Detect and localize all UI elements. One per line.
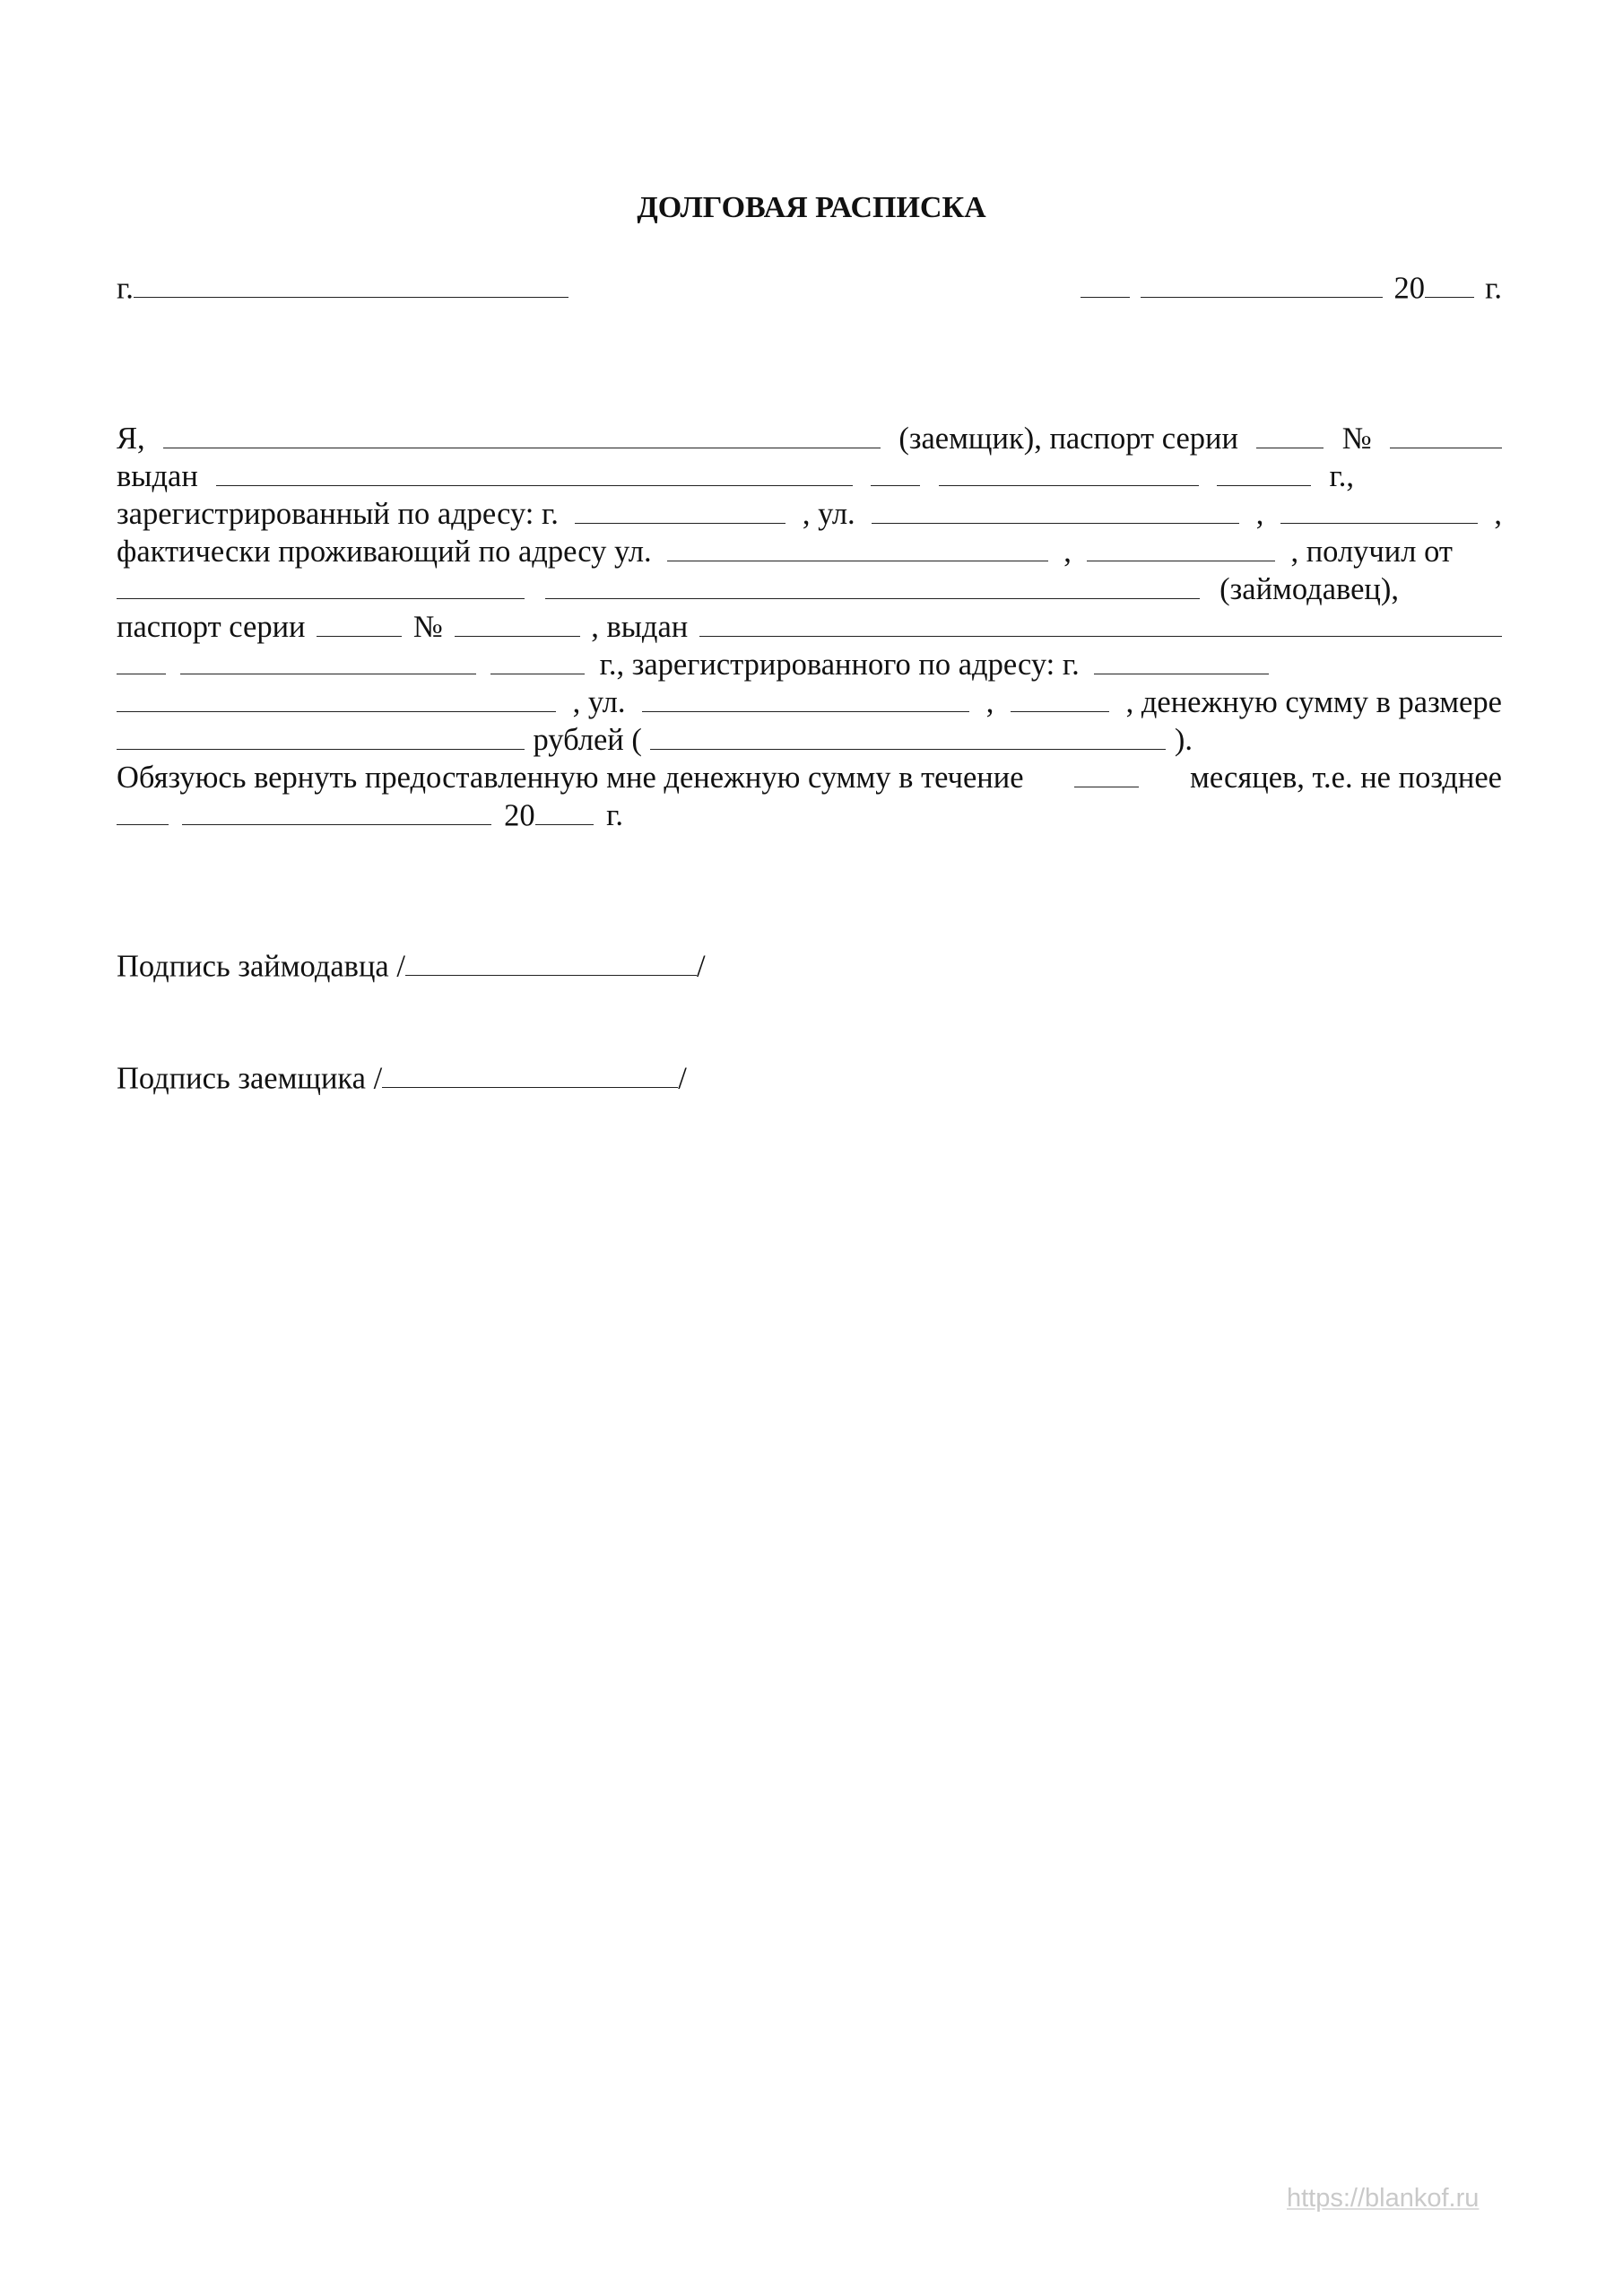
borrower-issue-month-blank[interactable] <box>939 459 1199 486</box>
body-line-2: выдан г., <box>117 459 1354 493</box>
city-field: г. <box>117 271 568 309</box>
borrower-issue-day-blank[interactable] <box>871 459 920 486</box>
lender-reg-street-blank[interactable] <box>642 685 969 712</box>
date-field: 20 г. <box>1081 271 1502 309</box>
borrower-actual-house-blank[interactable] <box>1087 535 1275 561</box>
date-year-blank[interactable] <box>1425 271 1474 298</box>
lender-name-part2-blank[interactable] <box>545 572 1200 599</box>
borrower-issue-year-blank[interactable] <box>1217 459 1311 486</box>
body-line-4: фактически проживающий по адресу ул. , , получил от <box>117 535 1453 569</box>
borrower-reg-city-blank[interactable] <box>575 497 785 524</box>
body-line-1: Я, (заемщик), паспорт серии № <box>117 422 1502 459</box>
due-month-blank[interactable] <box>182 798 491 825</box>
city-blank[interactable] <box>134 271 568 298</box>
lender-reg-city-blank[interactable] <box>1094 648 1269 674</box>
lender-reg-street-part1-blank[interactable] <box>117 685 556 712</box>
lender-passport-number-blank[interactable] <box>455 610 580 637</box>
lender-issue-month-blank[interactable] <box>180 648 476 674</box>
body-line-7: г., зарегистрированного по адресу: г. <box>117 648 1269 685</box>
lender-issue-year-blank[interactable] <box>490 648 585 674</box>
date-month-blank[interactable] <box>1141 271 1383 298</box>
due-year-blank[interactable] <box>535 798 594 825</box>
body-line-9: рублей ( ). <box>117 723 1193 761</box>
lender-name-part1-blank[interactable] <box>117 572 525 599</box>
borrower-signature-blank[interactable] <box>382 1061 678 1088</box>
lender-passport-series-blank[interactable] <box>317 610 402 637</box>
amount-digits-blank[interactable] <box>117 723 525 750</box>
body-line-3: зарегистрированный по адресу: г. , ул. , , <box>117 497 1502 531</box>
lender-issue-day-blank[interactable] <box>117 648 166 674</box>
borrower-reg-house-blank[interactable] <box>1280 497 1478 524</box>
term-months-blank[interactable] <box>1074 761 1139 787</box>
borrower-passport-issuer-blank[interactable] <box>216 459 853 486</box>
body-line-10: Обязуюсь вернуть предоставленную мне денежную сумму в течение месяцев, т.е. не позднее <box>117 761 1502 795</box>
borrower-actual-street-blank[interactable] <box>667 535 1048 561</box>
borrower-passport-number-blank[interactable] <box>1390 422 1502 448</box>
due-day-blank[interactable] <box>117 798 169 825</box>
body-line-11: 20 г. <box>117 798 623 836</box>
date-day-blank[interactable] <box>1081 271 1130 298</box>
lender-signature-blank[interactable] <box>405 949 697 976</box>
amount-words-blank[interactable] <box>650 723 1166 750</box>
borrower-reg-street-blank[interactable] <box>872 497 1239 524</box>
lender-reg-house-blank[interactable] <box>1011 685 1109 712</box>
body-line-8: , ул. , , денежную сумму в размере <box>117 685 1502 723</box>
borrower-name-blank[interactable] <box>163 422 881 448</box>
body-line-5: (займодавец), <box>117 572 1399 610</box>
lender-passport-issuer-blank[interactable] <box>699 610 1502 637</box>
borrower-passport-series-blank[interactable] <box>1256 422 1324 448</box>
lender-signature-line: Подпись займодавца / / <box>117 949 706 984</box>
watermark-link[interactable]: https://blankof.ru <box>1287 2184 1480 2213</box>
header-row <box>117 271 1502 309</box>
borrower-signature-line: Подпись заемщика / / <box>117 1061 687 1096</box>
body-line-6: паспорт серии № , выдан <box>117 610 1502 648</box>
document-title: ДОЛГОВАЯ РАСПИСКА <box>637 191 986 224</box>
